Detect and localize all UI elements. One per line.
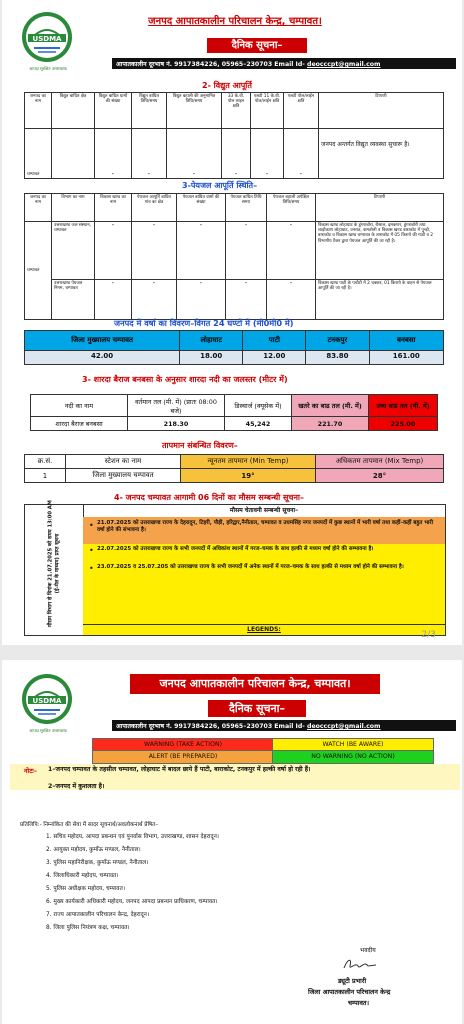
note-box bbox=[10, 764, 460, 790]
forecast-item-text: 23.07.2025 व 25.07.205 को उत्तराखण्ड राज्य के सभी जनपदों में अनेक स्थानों में गरज–चमक के साथ हल्की से मध्यम वर्षा होने की सम्भावना है। bbox=[97, 564, 404, 570]
signatory-office: जिला आपातकालीन परिचालन केन्द्र bbox=[308, 988, 391, 996]
water-table bbox=[24, 193, 444, 320]
note-text-1: 1–जनपद चम्पावत के तहसील चम्पावत, लोहाघाट में बादल छाये हैं पाटी, बाराकोट, टनकपुर में हल्की वर्षा हो रही हैं। bbox=[48, 766, 311, 773]
rain-value: 18.00 bbox=[180, 351, 243, 365]
contact-email[interactable]: deocccpt@gmail.com bbox=[307, 61, 381, 68]
recipient-item: 5. पुलिस अधीक्षक महोदय, चम्पावत। bbox=[46, 886, 126, 892]
copy-intro: प्रतिलिपि:- निम्नांकित की सेवा में सादर सूचनार्थ/अवलोकनार्थ प्रेषित– bbox=[20, 822, 159, 828]
legends-label: LEGENDS: bbox=[83, 624, 445, 635]
logo-tagline: आपदा सुरक्षित उत्तराखण्ड bbox=[29, 728, 67, 733]
closing-text: भवदीय bbox=[360, 947, 376, 954]
column-header: बनबसा bbox=[369, 331, 443, 351]
forecast-item-text: 22.07.2025 को उत्तराखण्ड राज्य के सभी जनपदों में अधिकांश स्थानों में गरज–चमक के साथ हल्की से मध्यम वर्षा होने की सम्भावना है। bbox=[97, 546, 374, 552]
column-header: जनपद का नाम bbox=[25, 194, 52, 222]
remark-cell: विकास खण्ड लोहाघाट के डुंगराबोरा, रौसाल, ढ़मकणर, डुंगराबोरी तथा लाड़ौकाण लोहाघाट, उनराठ, कमतोली व विकास खण्ड बाराकोट में पुन्ड़ी, बाराकोट व विकास खण्ड चम्पावत के ताराकोट में 05 किराये की गाडी व 2 विभागीय टैंकर द्वारा पेयजल आपूर्ति की जा रही है। bbox=[316, 222, 444, 280]
column-header: टनकपुर bbox=[306, 331, 369, 351]
rain-header-row bbox=[25, 331, 444, 351]
signatory-place: चम्पावत। bbox=[348, 999, 369, 1007]
svg-text:USDMA: USDMA bbox=[32, 35, 62, 43]
high-flood-level-cell: 225.00 bbox=[369, 417, 438, 431]
max-temp-cell: 28° bbox=[316, 469, 444, 483]
temperature-section-title: तापमान संबन्धित विवरण– bbox=[162, 441, 238, 450]
report-page-1 bbox=[2, 0, 462, 645]
table-row: चम्पावत – – – – – – जनपद अन्तर्गत विद्युत व्यवस्था सुचारू है। bbox=[25, 129, 444, 179]
column-header: विद्युत बाधित तिथि/समय bbox=[132, 93, 167, 129]
column-header: पेयजल आपूर्ति बाधित गांव का क्षेत्र bbox=[132, 194, 177, 222]
forecast-section-title: 4- जनपद चम्पावत आगामी 06 दिनों का मौसम सम्बन्धी सूचना– bbox=[114, 493, 304, 502]
electricity-table bbox=[24, 92, 444, 179]
column-header: लोहाघाट bbox=[180, 331, 243, 351]
bullet-icon: • bbox=[89, 521, 94, 530]
column-header: टिप्पणी bbox=[319, 93, 444, 129]
recipient-item: 8. जिला पुलिस नियंत्रण कक्ष, चम्पावत। bbox=[46, 925, 130, 931]
district-cell: चम्पावत bbox=[25, 129, 52, 179]
column-header: नदी का नाम bbox=[31, 395, 128, 417]
page-number: 2/3 bbox=[421, 630, 436, 640]
department-cell: उत्तराखण्ड जल संस्थान, चम्पावत bbox=[52, 222, 95, 280]
table-row bbox=[25, 469, 444, 483]
column-header: उच्च बाढ तल (मी. में) bbox=[369, 395, 438, 417]
column-header: विकास खण्ड का नाम bbox=[95, 194, 132, 222]
rainfall-table bbox=[24, 330, 444, 365]
forecast-orange-item bbox=[83, 517, 445, 545]
temperature-table bbox=[24, 454, 444, 483]
legend-alert: ALERT (BE PREPARED) bbox=[92, 750, 274, 764]
electricity-header-row bbox=[25, 93, 444, 129]
column-header: विद्युत बाधित ग्रामों की संख्या bbox=[95, 93, 132, 129]
page-title: जनपद आपातकालीन परिचालन केन्द्र, चम्पावत। bbox=[130, 14, 340, 30]
river-name-cell: शारदा बैराज बनबसा bbox=[31, 417, 128, 431]
remark-cell: जनपद अन्तर्गत विद्युत व्यवस्था सुचारू है। bbox=[319, 129, 444, 179]
column-header: स्टेशन का नाम bbox=[66, 455, 181, 469]
column-header: विभाग का नाम bbox=[52, 194, 95, 222]
danger-level-cell: 221.70 bbox=[292, 417, 369, 431]
column-header: पेयजल बाधित तिथि समय bbox=[226, 194, 267, 222]
forecast-side-label: मौसम विभाग से दिनांक 21.07.2025 को समय 13:00 AM (ई-मेल के माध्यम) प्राप्त सूचना bbox=[47, 500, 60, 627]
note-label: नोटः– bbox=[24, 767, 37, 775]
recipient-item: 6. मुख्य कार्यकारी अधिकारी महोदय, जनपद आपदा प्रबन्धन प्राधिकरण, चम्पावत। bbox=[46, 899, 218, 905]
signature-icon bbox=[340, 956, 380, 974]
signatory-title: ड्यूटी प्रभारी bbox=[338, 977, 367, 985]
river-section-title: 3- शारदा बैराज बनबसा के अनुसार शारदा नदी का जलस्तर (मीटर में) bbox=[82, 375, 288, 384]
logo-tagline: आपदा सुरक्षित उत्तराखण्ड bbox=[29, 66, 67, 71]
electricity-section-title: 2- विद्युत आपूर्ति bbox=[202, 81, 252, 90]
forecast-box-title: मौसम चेतावनी सम्बन्धी सूचना– bbox=[83, 505, 445, 518]
column-header: न्यूनतम तापमान (Min Temp) bbox=[181, 455, 316, 469]
column-header: जिला मुख्यालय चम्पावत bbox=[25, 331, 180, 351]
discharge-cell: 45,242 bbox=[225, 417, 292, 431]
column-header: एलटी 11 के.वी. पोल/लाईन क्षति bbox=[251, 93, 284, 129]
page-title: जनपद आपातकालीन परिचालन केन्द्र, चम्पावत। bbox=[130, 674, 380, 694]
table-row: उत्तराखण्ड पेयजल निगम, चम्पावत – – – – – विकास खण्ड पाटी के पचौटी में 2 चक्कर, 01 किराये के वाहन से पेयजल आपूर्ति की जा रही है। bbox=[25, 280, 444, 320]
contact-line bbox=[112, 720, 456, 731]
rain-value: 161.00 bbox=[369, 351, 443, 365]
bullet-icon: • bbox=[89, 564, 94, 573]
min-temp-cell: 19° bbox=[181, 469, 316, 483]
note-text-2: 2–जनपद में कुशलता है। bbox=[48, 783, 105, 790]
recipient-item: 2. आयुक्त महोदय, कुमाँऊ मण्डल, नैनीताल। bbox=[46, 847, 141, 853]
station-cell: जिला मुख्यालय चम्पावत bbox=[66, 469, 181, 483]
usdma-logo-icon bbox=[20, 672, 74, 726]
recipient-item: 4. जिलाधिकारी महोदय, चम्पावत। bbox=[46, 873, 119, 879]
remark-cell: विकास खण्ड पाटी के पचौटी में 2 चक्कर, 01 किराये के वाहन से पेयजल आपूर्ति की जा रही है। bbox=[316, 280, 444, 320]
recipient-item: 3. पुलिस महानिरीक्षक, कुमाँऊ मण्डल, नैनीताल। bbox=[46, 860, 149, 866]
table-row bbox=[25, 351, 444, 365]
river-header-row bbox=[31, 395, 438, 417]
contact-numbers: आपातकालीन दूरभाष नं. 9917384226, 05965–230703 Email Id- bbox=[116, 61, 308, 68]
contact-line bbox=[112, 58, 456, 69]
svg-text:USDMA: USDMA bbox=[32, 697, 62, 705]
column-header: विद्युत बाधित क्षेत्र bbox=[52, 93, 95, 129]
serial-cell: 1 bbox=[25, 469, 66, 483]
bullet-icon: • bbox=[89, 546, 94, 555]
page-subtitle: दैनिक सूचना– bbox=[208, 700, 306, 717]
rain-value: 12.00 bbox=[243, 351, 306, 365]
water-header-row bbox=[25, 194, 444, 222]
column-header: विद्युत बहाली की अनुमानित तिथि/समय bbox=[167, 93, 222, 129]
column-header: वर्तमान तल (मी. में) (प्रातः 08:00 बजे) bbox=[128, 395, 225, 417]
column-header: अधिकतम तापमान (Mix Temp) bbox=[316, 455, 444, 469]
forecast-box bbox=[24, 500, 446, 636]
contact-numbers: आपातकालीन दूरभाष नं. 9917384226, 05965–230703 Email Id- bbox=[116, 723, 308, 730]
river-level-table bbox=[30, 394, 438, 431]
usdma-logo-icon bbox=[20, 10, 74, 64]
recipient-item: 7. राज्य आपातकालीन परिचालन केन्द्र, देहरादून। bbox=[46, 912, 150, 918]
table-row bbox=[31, 417, 438, 431]
current-level-cell: 218.30 bbox=[128, 417, 225, 431]
legend-no-warning: NO WARNING (NO ACTION) bbox=[272, 750, 434, 764]
water-section-title: 3-पेयजल आपूर्ति स्थिति– bbox=[182, 181, 258, 190]
recipient-item: 1. सचिव महोदय, आपदा प्रबन्धन एवं पुनर्वास विभाग, उत्तराखण्ड, शासन देहरादून। bbox=[46, 834, 219, 840]
column-header: क्र.सं. bbox=[25, 455, 66, 469]
page-subtitle: दैनिक सूचना– bbox=[207, 38, 307, 53]
rain-value: 42.00 bbox=[25, 351, 180, 365]
column-header: टिप्पणी bbox=[316, 194, 444, 222]
forecast-item-text: 21.07.2025 को उत्तराखण्ड राज्य के देहरादून, टिहरी, पौड़ी, हरिद्वार,नैनीताल, चम्पावत व उधमसिंह नगर जनपदों में कुछ स्थानों में भारी वर्षा तथा कहीं–कहीं बहुत भारी वर्षा होने की संभावना है। bbox=[97, 520, 433, 533]
column-header: एलटी पोल/लाईन क्षति bbox=[284, 93, 319, 129]
contact-email[interactable]: deocccpt@gmail.com bbox=[307, 723, 381, 730]
forecast-yellow-block bbox=[83, 544, 445, 635]
report-page-2 bbox=[2, 660, 462, 1024]
column-header: जनपद का नाम bbox=[25, 93, 52, 129]
column-header: पेयजल बाधित ग्रामों की संख्या bbox=[177, 194, 226, 222]
rain-value: 83.80 bbox=[306, 351, 369, 365]
column-header: पेयजल बहाली अपेक्षित तिथि/समय bbox=[267, 194, 316, 222]
temp-header-row bbox=[25, 455, 444, 469]
column-header: 33 के.वी. पोल लाइन क्षति bbox=[222, 93, 251, 129]
department-cell: उत्तराखण्ड पेयजल निगम, चम्पावत bbox=[52, 280, 95, 320]
legend-watch: WATCH (BE AWARE) bbox=[272, 738, 434, 752]
legend-warning: WARNING (TAKE ACTION) bbox=[92, 738, 274, 752]
district-cell: चम्पावत bbox=[25, 222, 52, 320]
rain-section-title: जनपद में वर्षा का विवरण–विगत 24 घण्टों में (मी0मी0 में) bbox=[114, 318, 294, 328]
column-header: डिस्चार्ज (क्यूसेक में) bbox=[225, 395, 292, 417]
column-header: खतरे का बाढ तल (मी. में) bbox=[292, 395, 369, 417]
column-header: पाटी bbox=[243, 331, 306, 351]
forecast-side-cell bbox=[25, 500, 84, 635]
table-row: चम्पावत उत्तराखण्ड जल संस्थान, चम्पावत – – – – – विकास खण्ड लोहाघाट के डुंगराबोरा, रौसाल, ढ़मकणर, डुंगराबोरी तथा लाड़ौकाण लोहाघाट, उनराठ, कमतोली व विकास खण्ड बाराकोट में पुन्ड़ी, बाराकोट व विकास खण्ड चम्पावत के ताराकोट में 05 किराये की गाडी व 2 विभागीय टैंकर द्वारा पेयजल आपूर्ति की जा रही है। bbox=[25, 222, 444, 280]
